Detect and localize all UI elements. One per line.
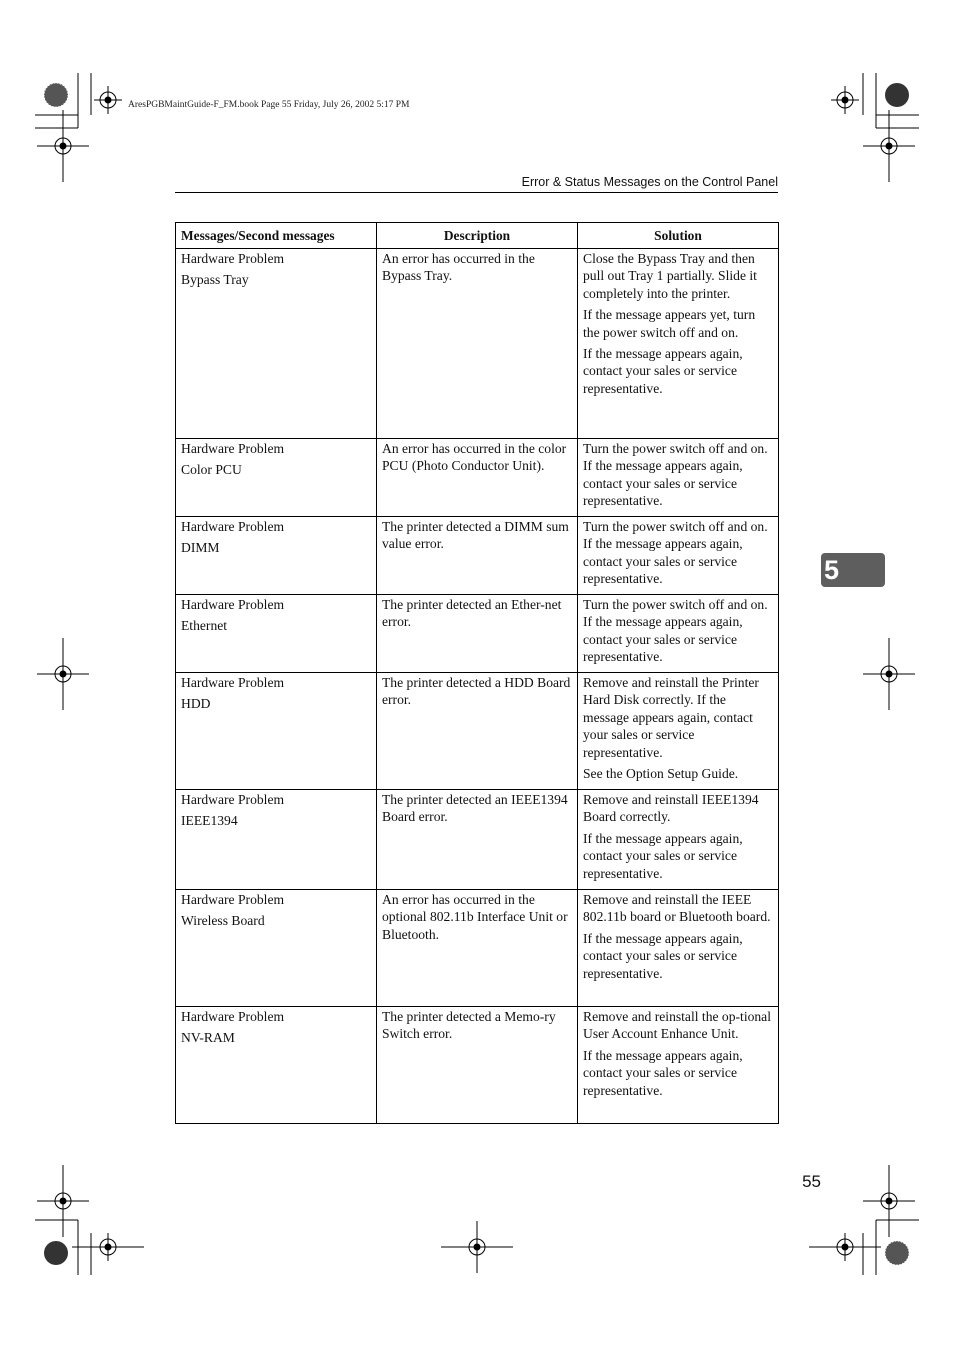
message-text: Hardware Problem xyxy=(181,1009,285,1024)
solution-paragraph: See the Option Setup Guide. xyxy=(583,766,739,782)
description-cell: The printer detected a Memo-ry Switch error. xyxy=(377,1007,578,1124)
second-message-text: DIMM xyxy=(181,540,220,556)
second-message-text: Ethernet xyxy=(181,618,228,634)
solution-cell xyxy=(578,249,779,439)
solution-paragraph: Turn the power switch off and on. If the message appears again, contact your sales or service representative. xyxy=(583,597,768,665)
solution-cell xyxy=(578,1007,779,1124)
table-row xyxy=(176,890,779,1007)
message-text: Hardware Problem xyxy=(181,892,285,907)
message-text: Hardware Problem xyxy=(181,675,285,690)
message-text: Hardware Problem xyxy=(181,792,285,807)
table-row xyxy=(176,517,779,595)
running-header: Error & Status Messages on the Control Panel xyxy=(521,175,778,189)
solution-cell xyxy=(578,790,779,890)
solution-paragraph: If the message appears again, contact your sales or service representative. xyxy=(583,930,743,981)
message-cell xyxy=(176,249,377,439)
message-cell xyxy=(176,790,377,890)
header-rule xyxy=(175,192,778,193)
solution-paragraph: If the message appears again, contact your sales or service representative. xyxy=(583,830,743,881)
table-row xyxy=(176,249,779,439)
message-cell xyxy=(176,595,377,673)
book-file-info: AresPGBMaintGuide-F_FM.book Page 55 Friday, July 26, 2002 5:17 PM xyxy=(128,100,410,110)
second-message-text: Wireless Board xyxy=(181,913,265,929)
solution-paragraph: Remove and reinstall the Printer Hard Disk correctly. If the message appears again, contact your sales or service representative. xyxy=(583,675,759,760)
second-message-text: NV-RAM xyxy=(181,1030,235,1046)
solution-cell xyxy=(578,517,779,595)
second-message-text: IEEE1394 xyxy=(181,813,238,829)
solution-paragraph: Remove and reinstall IEEE1394 Board correctly. xyxy=(583,792,759,825)
solution-cell xyxy=(578,595,779,673)
table-row xyxy=(176,595,779,673)
message-cell xyxy=(176,1007,377,1124)
message-cell xyxy=(176,673,377,790)
table-row xyxy=(176,439,779,517)
message-cell xyxy=(176,439,377,517)
column-header-solution: Solution xyxy=(578,223,779,249)
table-row xyxy=(176,790,779,890)
solution-paragraph: If the message appears again, contact your sales or service representative. xyxy=(583,346,743,396)
description-cell: The printer detected a HDD Board error. xyxy=(377,673,578,790)
second-message-text: Bypass Tray xyxy=(181,272,249,288)
message-cell xyxy=(176,517,377,595)
message-text: Hardware Problem xyxy=(181,441,285,456)
second-message-text: HDD xyxy=(181,696,211,712)
table-row xyxy=(176,1007,779,1124)
solution-cell xyxy=(578,439,779,517)
column-header-description: Description xyxy=(377,223,578,249)
message-cell xyxy=(176,890,377,1007)
column-header-messages: Messages/Second messages xyxy=(176,223,377,249)
message-text: Hardware Problem xyxy=(181,519,285,534)
table-row xyxy=(176,673,779,790)
error-messages-table xyxy=(175,222,779,1124)
description-cell: An error has occurred in the optional 802.11b Interface Unit or Bluetooth. xyxy=(377,890,578,1007)
description-cell: The printer detected a DIMM sum value error. xyxy=(377,517,578,595)
description-cell: An error has occurred in the color PCU (Photo Conductor Unit). xyxy=(377,439,578,517)
description-cell: The printer detected an IEEE1394 Board error. xyxy=(377,790,578,890)
chapter-tab: 5 xyxy=(821,553,885,587)
solution-paragraph: If the message appears again, contact your sales or service representative. xyxy=(583,1047,743,1098)
solution-paragraph: Turn the power switch off and on. If the message appears again, contact your sales or service representative. xyxy=(583,519,768,587)
solution-cell xyxy=(578,890,779,1007)
page-number: 55 xyxy=(802,1172,821,1191)
solution-cell xyxy=(578,673,779,790)
solution-paragraph: If the message appears yet, turn the power switch off and on. xyxy=(583,307,756,340)
solution-paragraph: Remove and reinstall the op-tional User Account Enhance Unit. xyxy=(583,1009,771,1042)
solution-paragraph: Remove and reinstall the IEEE 802.11b board or Bluetooth board. xyxy=(583,892,771,925)
solution-paragraph: Close the Bypass Tray and then pull out Tray 1 partially. Slide it completely into the printer. xyxy=(583,251,757,301)
table-header-row xyxy=(176,223,779,249)
description-cell: The printer detected an Ether-net error. xyxy=(377,595,578,673)
message-text: Hardware Problem xyxy=(181,251,285,266)
solution-paragraph: Turn the power switch off and on. If the message appears again, contact your sales or service representative. xyxy=(583,441,768,509)
message-text: Hardware Problem xyxy=(181,597,285,612)
table-body xyxy=(176,249,779,1124)
description-cell: An error has occurred in the Bypass Tray. xyxy=(377,249,578,439)
second-message-text: Color PCU xyxy=(181,462,242,478)
